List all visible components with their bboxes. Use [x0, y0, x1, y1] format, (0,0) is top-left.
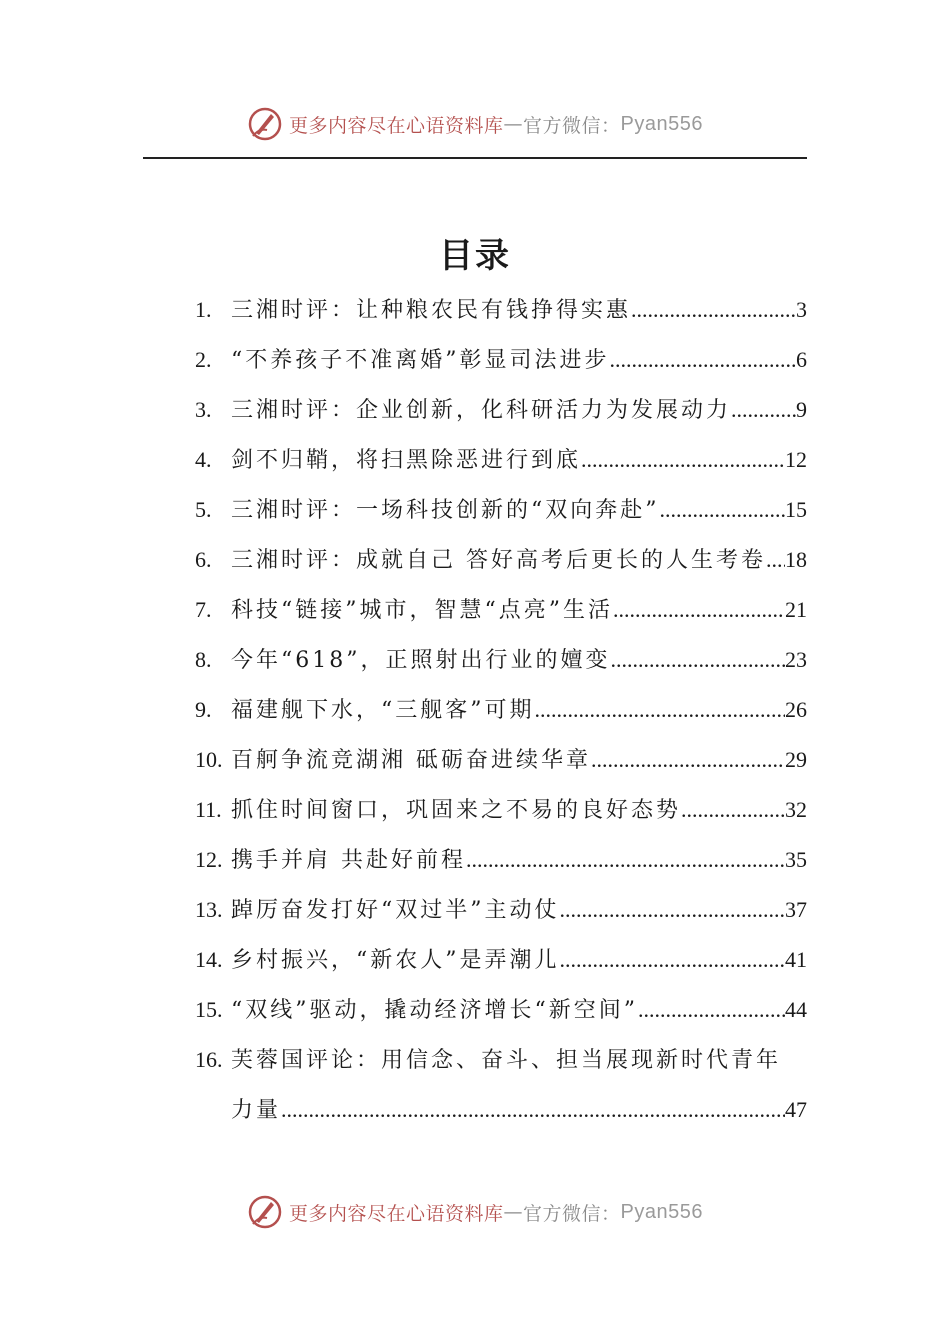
toc-entry-number: 14. — [195, 947, 223, 972]
toc-entry-14[interactable] — [195, 935, 807, 985]
toc-entry-number: 3. — [195, 397, 212, 422]
toc-entry-5[interactable] — [195, 485, 807, 535]
toc-entry-number: 4. — [195, 447, 212, 472]
toc-entry-title: 携手并肩 共赴好前程 — [231, 848, 466, 873]
toc-dot-leader — [660, 485, 786, 535]
toc-entry-page: 6 — [796, 347, 807, 372]
toc-entry-page: 21 — [785, 597, 807, 622]
toc-dot-leader — [591, 735, 785, 785]
toc-entry-page: 35 — [785, 847, 807, 872]
toc-entry-7[interactable] — [195, 585, 807, 635]
toc-entry-16-continued[interactable] — [195, 1085, 807, 1135]
toc-entry-number: 12. — [195, 847, 223, 872]
toc-dot-leader — [613, 585, 785, 635]
toc-entry-page: 47 — [785, 1097, 807, 1122]
table-of-contents — [195, 285, 807, 1135]
toc-entry-number: 2. — [195, 347, 212, 372]
quill-pen-logo-icon — [247, 1194, 283, 1230]
toc-entry-number: 6. — [195, 547, 212, 572]
toc-entry-title: 抓住时间窗口，巩固来之不易的良好态势 — [231, 798, 682, 823]
toc-dot-leader — [560, 935, 786, 985]
toc-entry-title: 三湘时评：让种粮农民有钱挣得实惠 — [231, 298, 632, 323]
toc-entry-page: 29 — [785, 747, 807, 772]
toc-entry-title: 三湘时评：一场科技创新的“双向奔赴” — [231, 498, 660, 523]
toc-dot-leader — [581, 435, 785, 485]
toc-entry-number: 7. — [195, 597, 212, 622]
toc-entry-title: 乡村振兴，“新农人”是弄潮儿 — [231, 948, 560, 973]
toc-entry-16[interactable] — [195, 1035, 807, 1085]
toc-entry-11[interactable] — [195, 785, 807, 835]
toc-entry-page: 23 — [785, 647, 807, 672]
toc-entry-number: 15. — [195, 997, 223, 1022]
toc-dot-leader — [560, 885, 786, 935]
toc-entry-number: 8. — [195, 647, 212, 672]
toc-dot-leader — [631, 285, 796, 335]
toc-dot-leader — [638, 985, 785, 1035]
toc-entry-title: “不养孩子不准离婚”彰显司法进步 — [231, 348, 610, 373]
header-divider — [143, 157, 807, 159]
toc-entry-2[interactable] — [195, 335, 807, 385]
toc-entry-6[interactable] — [195, 535, 807, 585]
toc-dot-leader — [731, 385, 796, 435]
toc-entry-title: 百舸争流竞湖湘 砥砺奋进续华章 — [231, 748, 591, 773]
toc-entry-1[interactable] — [195, 285, 807, 335]
header-watermark-banner — [0, 104, 950, 144]
toc-dot-leader — [681, 785, 785, 835]
toc-entry-4[interactable] — [195, 435, 807, 485]
banner-dash: — — [503, 113, 524, 135]
footer-watermark-banner — [0, 1192, 950, 1232]
toc-entry-title-continued: 力量 — [231, 1098, 282, 1123]
toc-entry-15[interactable] — [195, 985, 807, 1035]
toc-entry-title: 科技“链接”城市，智慧“点亮”生活 — [231, 598, 613, 623]
toc-entry-page: 44 — [785, 997, 807, 1022]
toc-entry-12[interactable] — [195, 835, 807, 885]
toc-entry-title: 剑不归鞘，将扫黑除恶进行到底 — [231, 448, 582, 473]
toc-dot-leader — [610, 335, 797, 385]
banner-main-text: 更多内容尽在心语资料库 — [289, 114, 504, 137]
banner-main-text: 更多内容尽在心语资料库 — [289, 1202, 504, 1225]
toc-entry-title: 今年“618”，正照射出行业的嬗变 — [231, 648, 611, 673]
banner-wechat-label: 官方微信： — [523, 1202, 621, 1225]
toc-entry-page: 18 — [785, 547, 807, 572]
toc-entry-page: 41 — [785, 947, 807, 972]
toc-entry-page: 12 — [785, 447, 807, 472]
banner-dash: — — [503, 1201, 524, 1223]
toc-entry-13[interactable] — [195, 885, 807, 935]
banner-wechat-label: 官方微信： — [523, 114, 621, 137]
toc-dot-leader — [535, 685, 786, 735]
toc-entry-title: 福建舰下水，“三舰客”可期 — [231, 698, 535, 723]
toc-entry-number: 16. — [195, 1047, 223, 1072]
toc-entry-number: 10. — [195, 747, 223, 772]
toc-entry-8[interactable] — [195, 635, 807, 685]
toc-entry-9[interactable] — [195, 685, 807, 735]
toc-entry-number: 13. — [195, 897, 223, 922]
toc-entry-title: 三湘时评：成就自己 答好高考后更长的人生考卷 — [231, 548, 766, 573]
toc-entry-number: 11. — [195, 797, 222, 822]
toc-entry-title: “双线”驱动，撬动经济增长“新空间” — [231, 998, 638, 1023]
toc-entry-page: 9 — [796, 397, 807, 422]
toc-dot-leader — [466, 835, 785, 885]
banner-wechat-id: Pyan556 — [620, 1200, 703, 1223]
toc-entry-10[interactable] — [195, 735, 807, 785]
banner-wechat-id: Pyan556 — [620, 112, 703, 135]
toc-entry-page: 26 — [785, 697, 807, 722]
page-title: 目录 — [439, 236, 511, 276]
toc-entry-title: 三湘时评：企业创新，化科研活力为发展动力 — [231, 398, 732, 423]
toc-entry-number: 1. — [195, 297, 212, 322]
toc-entry-page: 32 — [785, 797, 807, 822]
toc-dot-leader — [281, 1085, 785, 1135]
toc-entry-title: 踔厉奋发打好“双过半”主动仗 — [231, 898, 560, 923]
toc-entry-number: 9. — [195, 697, 212, 722]
toc-entry-3[interactable] — [195, 385, 807, 435]
toc-entry-page: 37 — [785, 897, 807, 922]
toc-entry-title: 芙蓉国评论：用信念、奋斗、担当展现新时代青年 — [231, 1048, 782, 1073]
quill-pen-logo-icon — [247, 106, 283, 142]
toc-entry-number: 5. — [195, 497, 212, 522]
toc-dot-leader — [611, 635, 786, 685]
toc-dot-leader — [766, 535, 785, 585]
toc-entry-page: 15 — [785, 497, 807, 522]
toc-entry-page: 3 — [796, 297, 807, 322]
